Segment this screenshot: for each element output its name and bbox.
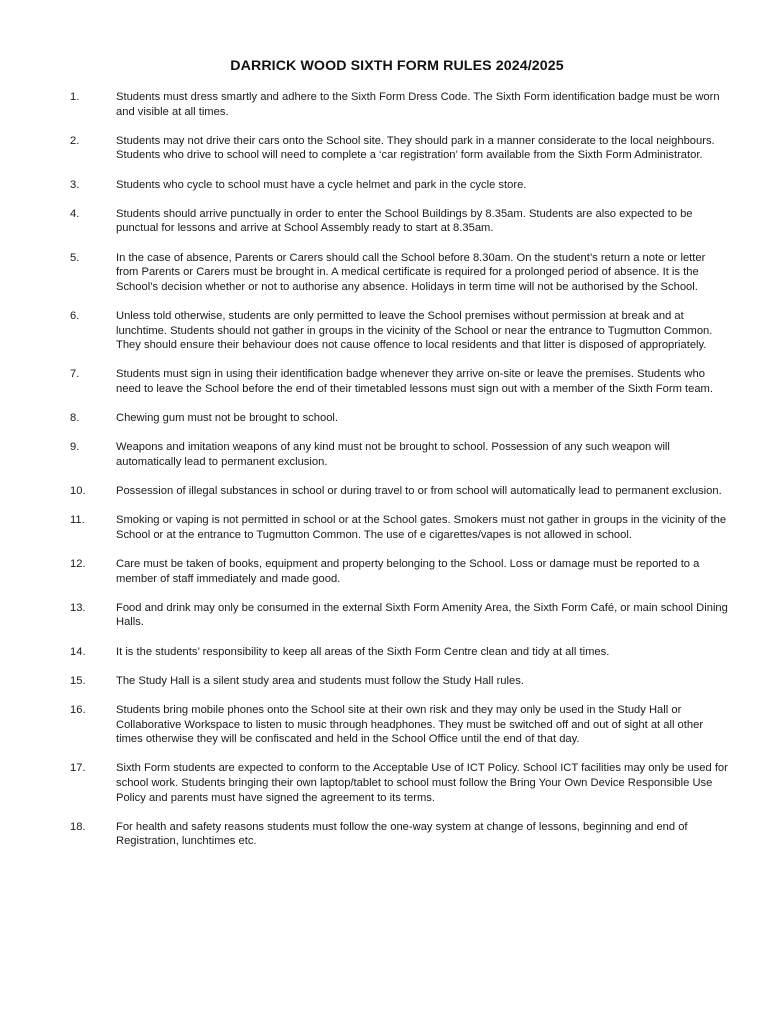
rule-number: 8.	[70, 412, 80, 425]
rule-text: Care must be taken of books, equipment and property belonging to the School. Loss or damage must be reported to a member of staff immediately and made good.	[116, 558, 700, 585]
rules-list	[70, 90, 730, 863]
rule-item	[70, 484, 730, 499]
rule-number: 5.	[70, 251, 80, 264]
rule-item	[70, 251, 730, 295]
rule-number: 14.	[70, 645, 86, 658]
rule-number: 11.	[70, 514, 85, 527]
rule-number: 1.	[70, 91, 80, 103]
rule-item	[70, 440, 730, 469]
rule-item	[70, 367, 730, 396]
rule-item	[70, 761, 730, 805]
rule-text: The Study Hall is a silent study area and students must follow the Study Hall rules.	[116, 674, 524, 687]
rule-text: Students must dress smartly and adhere to the Sixth Form Dress Code. The Sixth Form identification badge must be worn and visible at all times.	[116, 91, 720, 118]
rule-number: 15.	[70, 674, 86, 687]
rule-item	[70, 411, 730, 426]
rule-item	[70, 178, 730, 193]
rule-number: 6.	[70, 309, 80, 322]
rule-text: Students should arrive punctually in order to enter the School Buildings by 8.35am. Students are also expected to be punctual for lessons and arrive at School Assembly ready to start at 8.35am.	[116, 207, 693, 235]
document-title: DARRICK WOOD SIXTH FORM RULES 2024/2025	[230, 58, 564, 74]
rule-item	[70, 674, 730, 689]
rule-text: Weapons and imitation weapons of any kind must not be brought to school. Possession of any such weapon will automatically lead to permanent exclusion.	[116, 441, 670, 468]
rule-text: For health and safety reasons students must follow the one-way system at change of lessons, beginning and end of Registration, lunchtimes etc.	[116, 820, 688, 848]
rule-text: Students may not drive their cars onto the School site. They should park in a manner considerate to the local neighbours. Students who drive to school will need to complete a ‘car registration’ form available from the Sixth Form Administrator.	[116, 134, 715, 162]
rule-number: 12.	[70, 558, 86, 570]
rule-number: 7.	[70, 368, 80, 381]
rule-text: Sixth Form students are expected to conform to the Acceptable Use of ICT Policy. School ICT facilities may only be used for school work. Students bringing their own laptop/tablet to school must follow the Bring Your Own Device Responsible Use Policy and parents must have signed the agreement to its terms.	[116, 762, 728, 804]
rule-number: 9.	[70, 441, 80, 454]
rule-text: In the case of absence, Parents or Carers should call the School before 8.30am. On the student’s return a note or letter from Parents or Carers must be brought in. A medical certificate is required for a prolonged period of absence. It is the School’s decision whether or not to authorise any absence. Holidays in term time will not be authorised by the School.	[116, 251, 706, 293]
rule-item	[70, 134, 730, 163]
rule-number: 3.	[70, 178, 80, 191]
rule-number: 18.	[70, 820, 86, 833]
rule-item	[70, 601, 730, 630]
rule-item	[70, 90, 730, 119]
rule-text: Unless told otherwise, students are only permitted to leave the School premises without permission at break and at lunchtime. Students should not gather in groups in the vicinity of the School or near the entrance to Tugmutton Common. They should ensure their behaviour does not cause offence to local residents and that litter is disposed of appropriately.	[116, 309, 713, 352]
rule-number: 13.	[70, 601, 86, 614]
rule-item	[70, 703, 730, 747]
rule-item	[70, 557, 730, 586]
rule-item	[70, 207, 730, 236]
rule-number: 2.	[70, 134, 80, 147]
rule-number: 4.	[70, 207, 80, 220]
rule-text: Possession of illegal substances in school or during travel to or from school will automatically lead to permanent exclusion.	[116, 485, 722, 498]
rule-text: It is the students’ responsibility to keep all areas of the Sixth Form Centre clean and tidy at all times.	[116, 645, 610, 658]
rule-text: Chewing gum must not be brought to school.	[116, 412, 339, 425]
rule-number: 10.	[70, 485, 86, 498]
rule-text: Food and drink may only be consumed in the external Sixth Form Amenity Area, the Sixth Form Café, or main school Dining Halls.	[116, 601, 728, 629]
rule-text: Smoking or vaping is not permitted in school or at the School gates. Smokers must not gather in groups in the vicinity of the School or at the entrance to Tugmutton Common. The use of e cigarettes/vapes is not allowed in school.	[116, 514, 727, 541]
rule-item	[70, 309, 730, 353]
rule-number: 17.	[70, 762, 86, 775]
rule-text: Students bring mobile phones onto the School site at their own risk and they may only be used in the Study Hall or Collaborative Workspace to listen to music through headphones. They must be switched off and out of sight at all other times otherwise they will be confiscated and held in the School Office until the end of that day.	[116, 703, 704, 746]
rule-item	[70, 820, 730, 849]
rule-item	[70, 645, 730, 660]
rule-text: Students must sign in using their identification badge whenever they arrive on-site or leave the premises. Students who need to leave the School before the end of their timetabled lessons must sign out with a member of the Sixth Form team.	[116, 368, 713, 395]
rule-number: 16.	[70, 703, 86, 716]
rule-text: Students who cycle to school must have a cycle helmet and park in the cycle store.	[116, 178, 527, 191]
rule-item	[70, 513, 730, 542]
